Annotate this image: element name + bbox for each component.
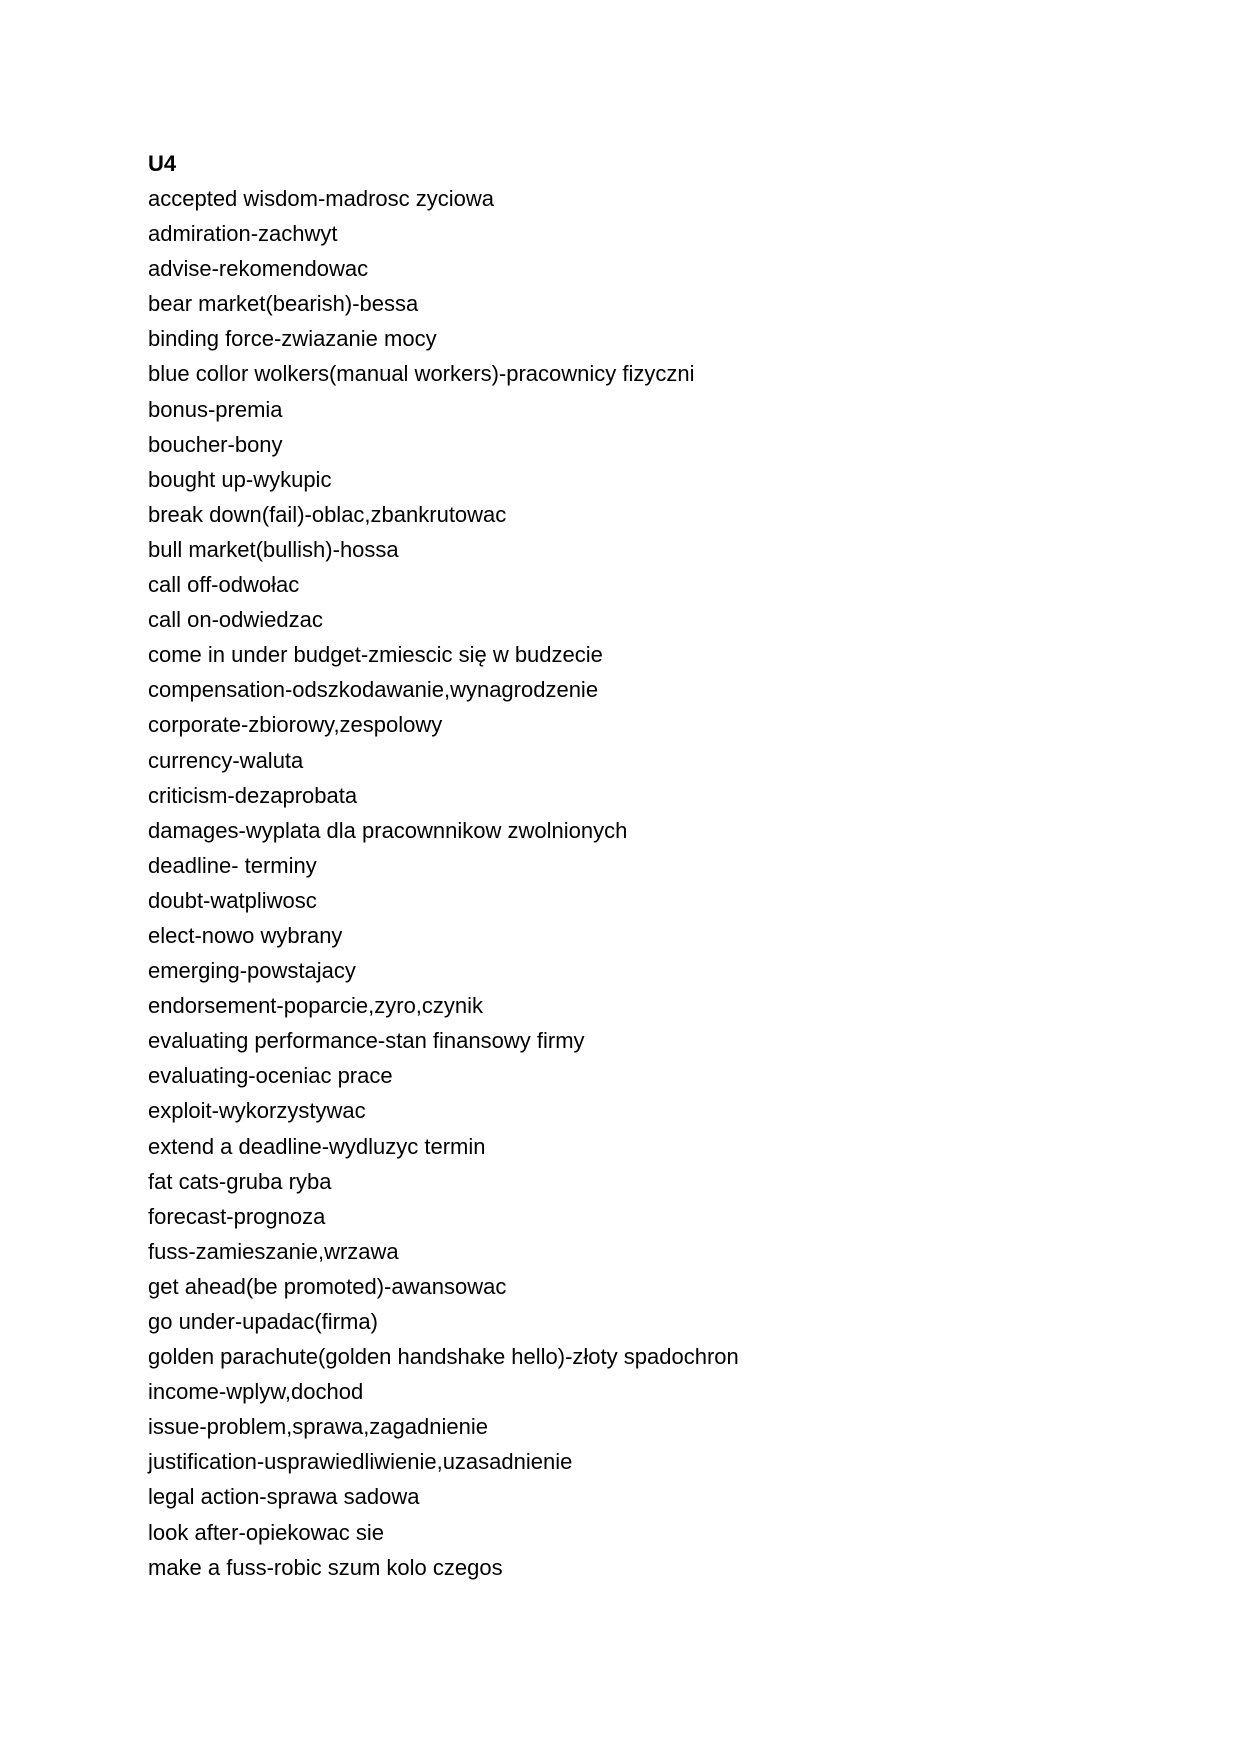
- vocabulary-entry: extend a deadline-wydluzyc termin: [148, 1133, 486, 1159]
- vocabulary-entry: admiration-zachwyt: [148, 221, 338, 247]
- vocabulary-entry: justification-usprawiedliwienie,uzasadnienie: [148, 1449, 573, 1475]
- vocabulary-entry: fuss-zamieszanie,wrzawa: [148, 1238, 399, 1264]
- vocabulary-entry: go under-upadac(firma): [148, 1309, 378, 1334]
- vocabulary-entry: bull market(bullish)-hossa: [148, 536, 399, 562]
- vocabulary-entry: legal action-sprawa sadowa: [148, 1484, 420, 1510]
- vocabulary-entry: come in under budget-zmiescic się w budzecie: [148, 642, 603, 668]
- vocabulary-entry: call off-odwołac: [148, 572, 300, 598]
- vocabulary-entry: emerging-powstajacy: [148, 958, 356, 984]
- vocabulary-list: [148, 181, 1148, 1585]
- vocabulary-entry: deadline- terminy: [148, 852, 317, 878]
- vocabulary-entry: evaluating-oceniac prace: [148, 1063, 393, 1089]
- vocabulary-entry: compensation-odszkodawanie,wynagrodzenie: [148, 677, 599, 703]
- vocabulary-entry: doubt-watpliwosc: [148, 887, 317, 913]
- vocabulary-entry: exploit-wykorzystywac: [148, 1098, 366, 1124]
- vocabulary-entry: forecast-prognoza: [148, 1203, 326, 1229]
- vocabulary-entry: look after-opiekowac sie: [148, 1519, 385, 1545]
- vocabulary-entry: bear market(bearish)-bessa: [148, 291, 419, 317]
- vocabulary-entry: call on-odwiedzac: [148, 607, 323, 633]
- vocabulary-entry: binding force-zwiazanie mocy: [148, 326, 437, 352]
- vocabulary-entry: evaluating performance-stan finansowy firmy: [148, 1028, 585, 1054]
- vocabulary-entry: criticism-dezaprobata: [148, 782, 358, 808]
- vocabulary-entry: get ahead(be promoted)-awansowac: [148, 1273, 507, 1299]
- vocabulary-entry: accepted wisdom-madrosc zyciowa: [148, 186, 495, 211]
- vocabulary-entry: issue-problem,sprawa,zagadnienie: [148, 1414, 488, 1440]
- vocabulary-entry: make a fuss-robic szum kolo czegos: [148, 1554, 503, 1580]
- vocabulary-entry: damages-wyplata dla pracownnikow zwolnionych: [148, 817, 628, 843]
- vocabulary-entry: fat cats-gruba ryba: [148, 1168, 332, 1194]
- vocabulary-entry: elect-nowo wybrany: [148, 922, 343, 948]
- vocabulary-entry: blue collor wolkers(manual workers)-pracownicy fizyczni: [148, 361, 695, 387]
- vocabulary-entry: break down(fail)-oblac,zbankrutowac: [148, 501, 507, 527]
- vocabulary-entry: currency-waluta: [148, 747, 304, 773]
- vocabulary-entry: boucher-bony: [148, 431, 283, 457]
- vocabulary-entry: endorsement-poparcie,zyro,czynik: [148, 993, 484, 1019]
- vocabulary-entry: golden parachute(golden handshake hello)-złoty spadochron: [148, 1344, 739, 1370]
- vocabulary-entry: advise-rekomendowac: [148, 256, 369, 282]
- section-heading: U4: [148, 151, 177, 176]
- vocabulary-entry: income-wplyw,dochod: [148, 1379, 364, 1405]
- vocabulary-entry: corporate-zbiorowy,zespolowy: [148, 712, 443, 738]
- vocabulary-entry: bought up-wykupic: [148, 466, 332, 492]
- vocabulary-entry: bonus-premia: [148, 396, 283, 422]
- vocabulary-list-section: [148, 146, 1148, 1585]
